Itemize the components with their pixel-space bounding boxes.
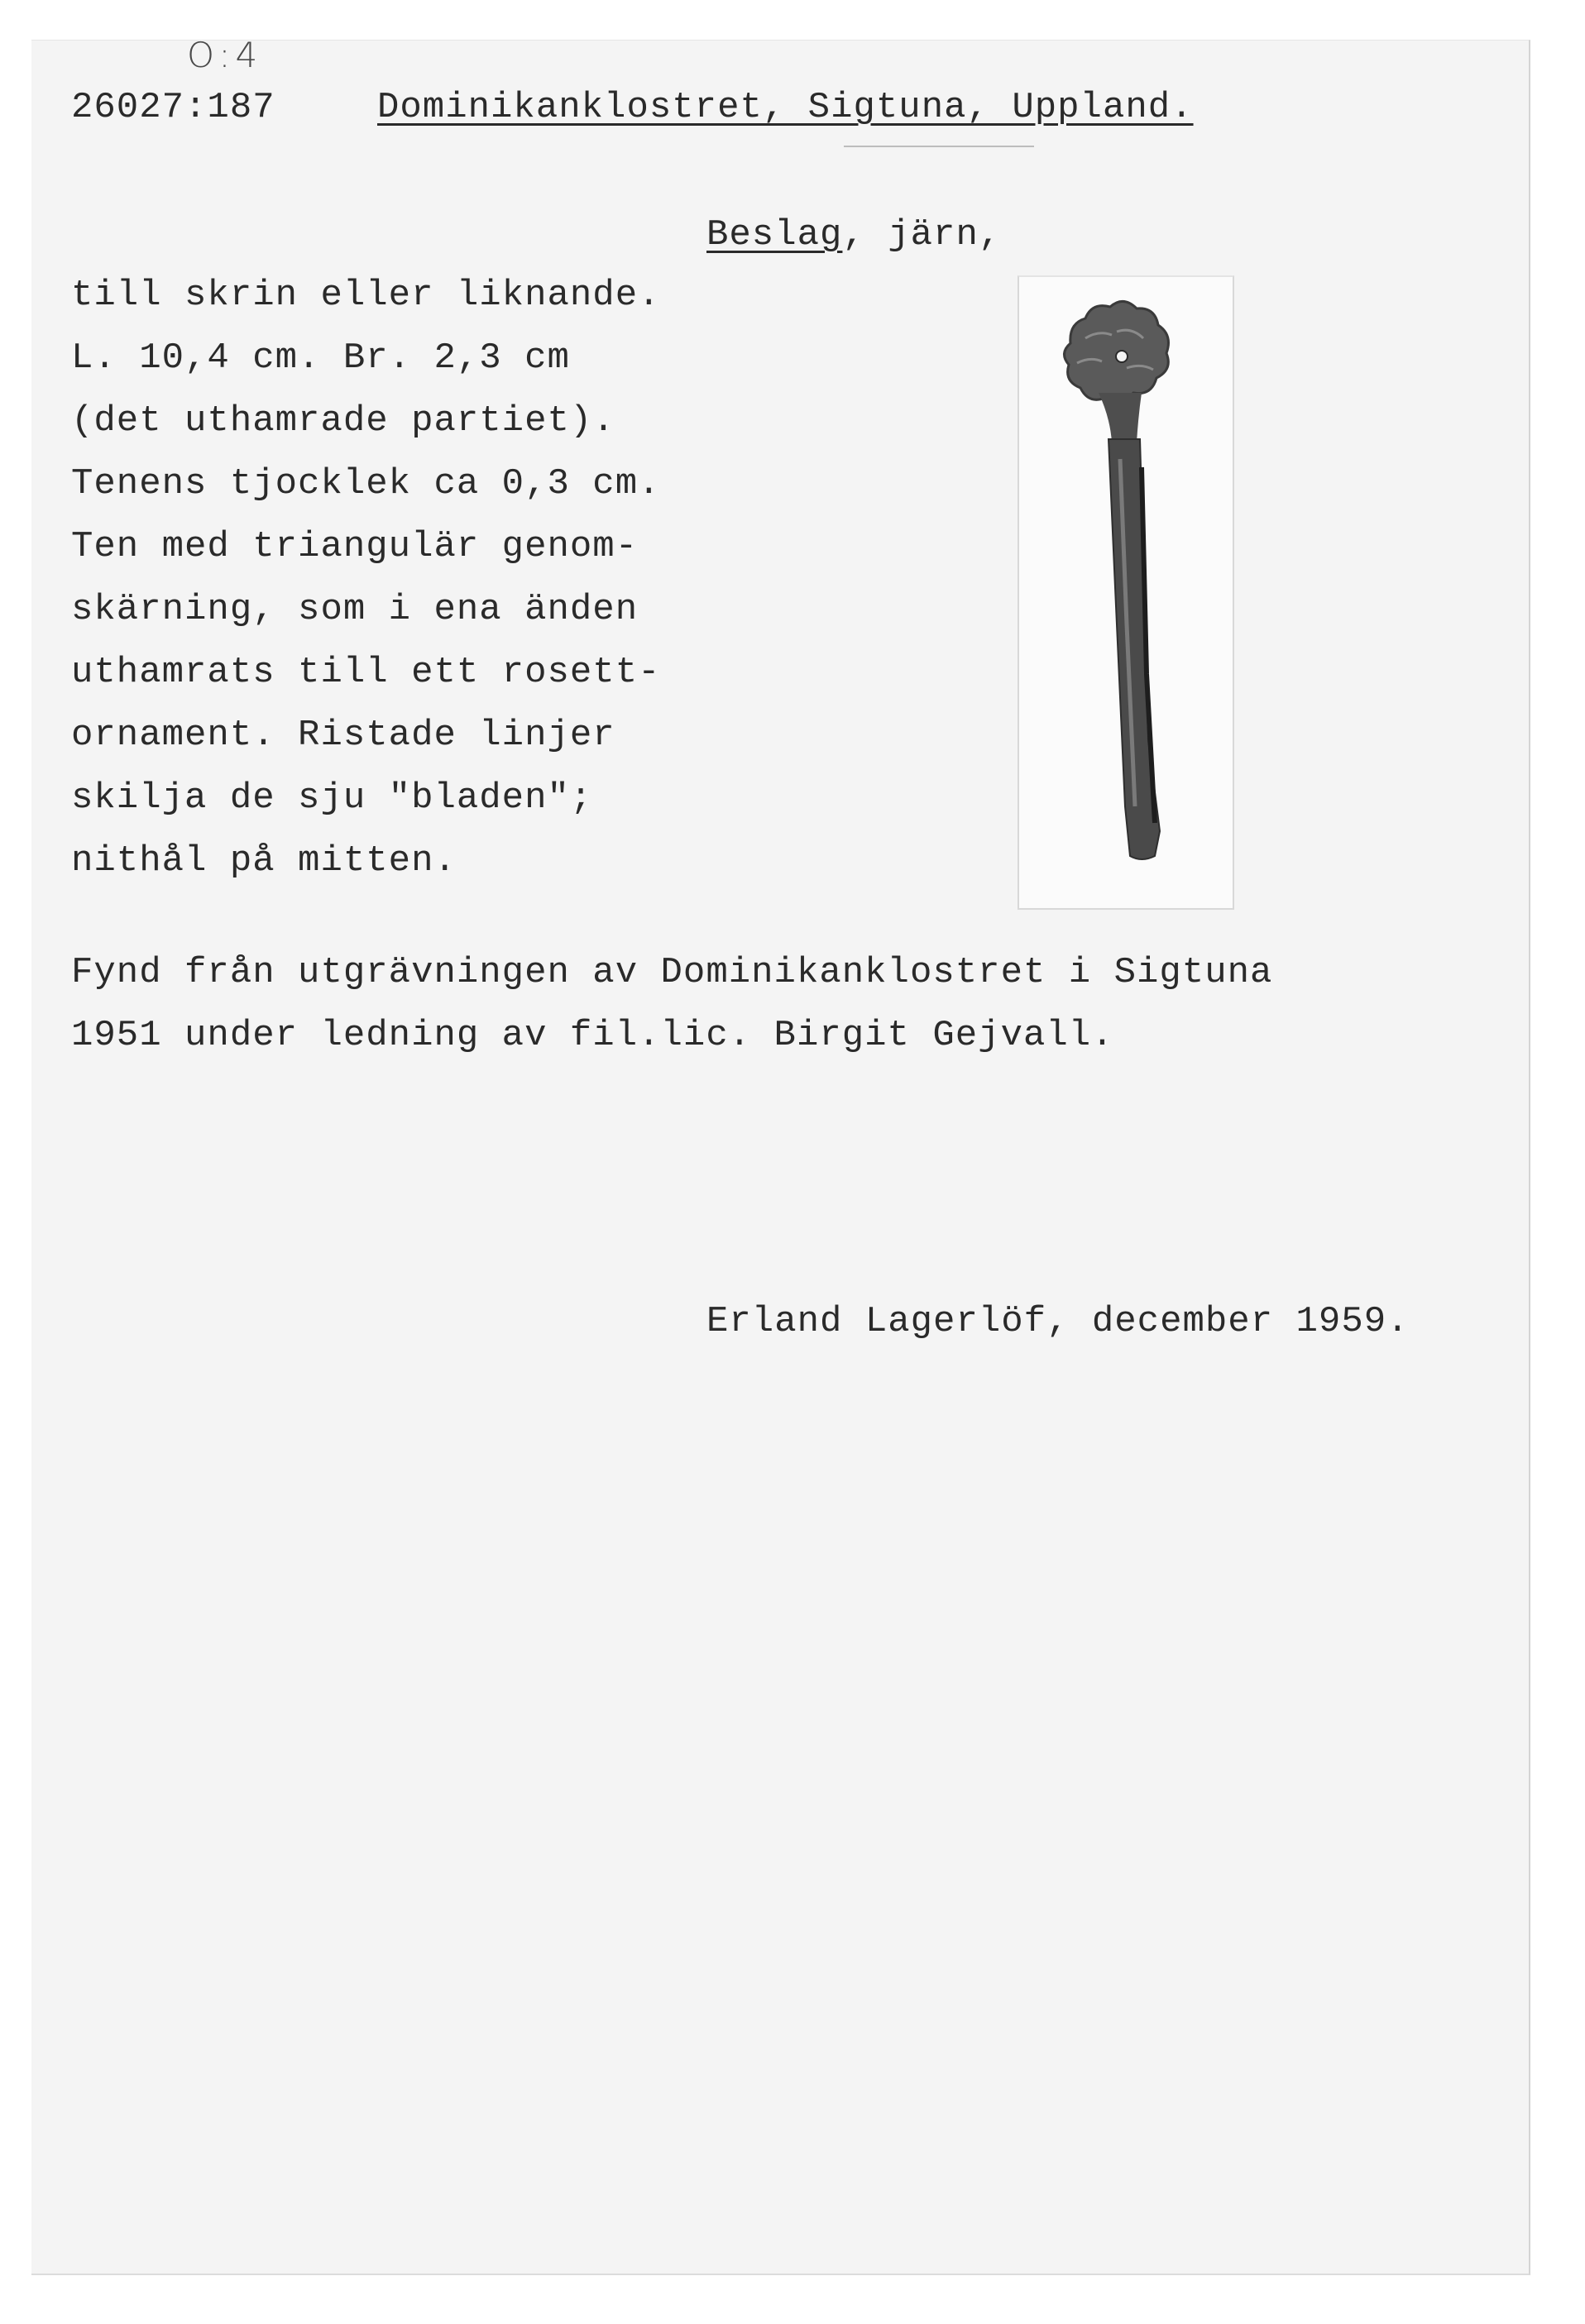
description-line: (det uthamrade partiet).: [71, 400, 615, 442]
site-title: Dominikanklostret, Sigtuna, Uppland.: [377, 87, 1194, 128]
description-line: L. 10,4 cm. Br. 2,3 cm: [71, 337, 570, 379]
object-heading: [706, 214, 1002, 256]
description-line: uthamrats till ett rosett-: [71, 652, 661, 693]
iron-fitting-rosette-icon: [1019, 277, 1233, 908]
signature: Erland Lagerlöf, december 1959.: [706, 1301, 1410, 1342]
header-underline-mark: [844, 146, 1034, 147]
description-line: till skrin eller liknande.: [71, 275, 661, 316]
description-line: ornament. Ristade linjer: [71, 715, 615, 756]
find-note-line: Fynd från utgrävningen av Dominikanklostret i Sigtuna: [71, 952, 1273, 993]
catalog-number: 26027:187: [71, 87, 275, 128]
pencil-mark: O:4: [187, 35, 263, 75]
description-line: skärning, som i ena änden: [71, 589, 639, 630]
description-line: nithål på mitten.: [71, 840, 457, 882]
description-line: skilja de sju "bladen";: [71, 777, 593, 819]
description-line: Tenens tjocklek ca 0,3 cm.: [71, 463, 661, 504]
object-material: , järn,: [842, 214, 1002, 256]
object-photo: [1018, 275, 1234, 910]
object-name: Beslag: [706, 214, 843, 256]
description-line: Ten med triangulär genom-: [71, 526, 639, 567]
find-note-line: 1951 under ledning av fil.lic. Birgit Gejvall.: [71, 1015, 1114, 1056]
